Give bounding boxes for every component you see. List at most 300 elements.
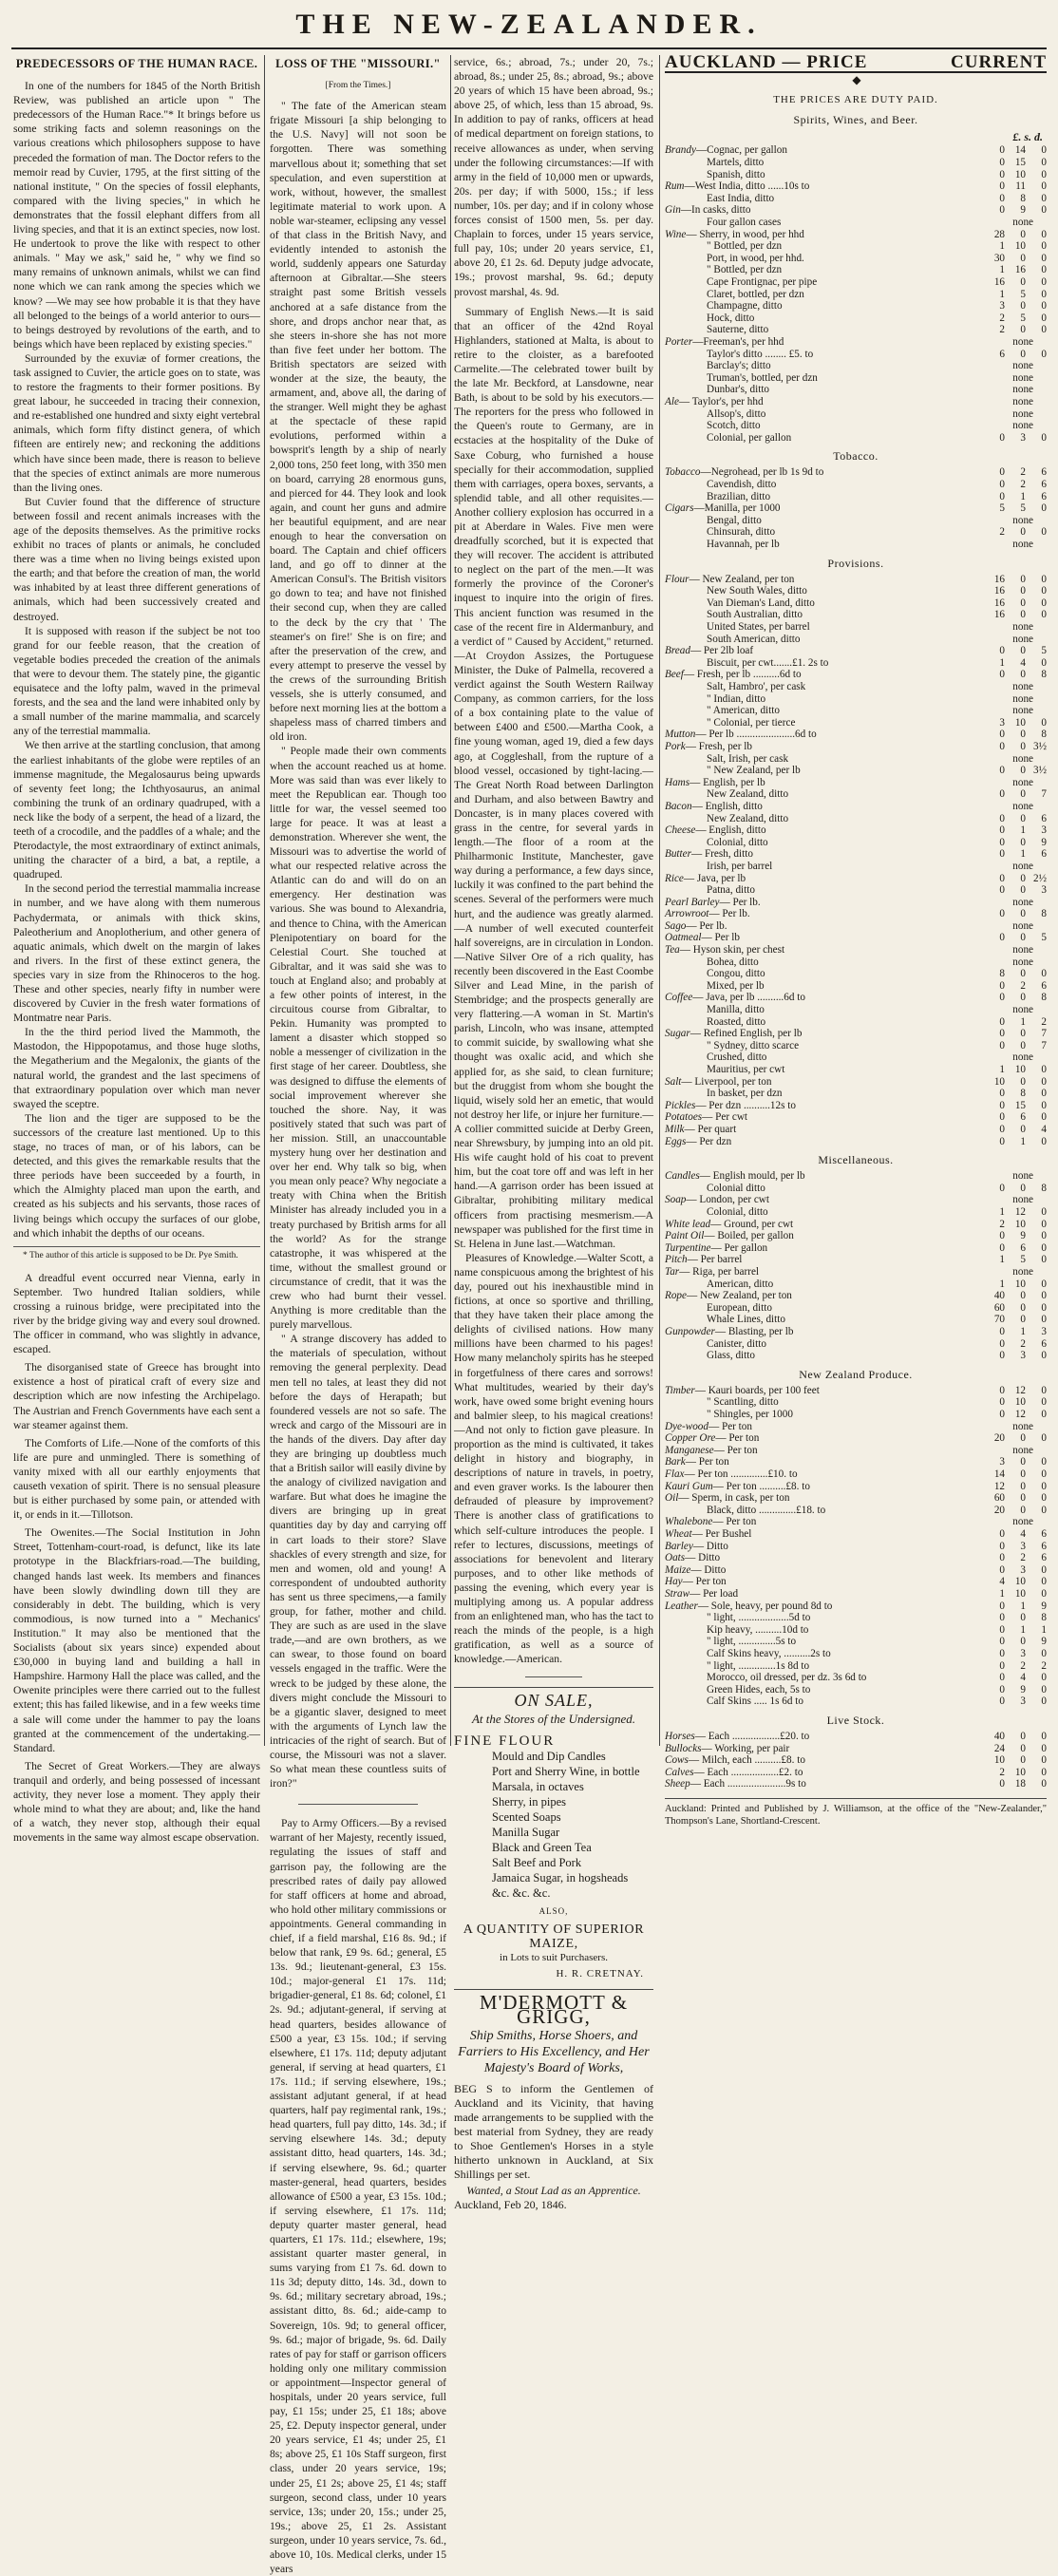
price-description: " light, ..............5s to [707,1636,797,1648]
price-pence: 0 [1041,1384,1047,1396]
firm-body: BEG S to inform the Gentlemen of Auckland and its Vicinity, that having made arrangements to be supplied with the best material from Sydney, they are ready to Shoe Gentlemen's Horses in a style hitherto unknown in Auckland, at Six Shillings per set. [454,2082,653,2182]
price-row [665,873,1047,885]
news-item: The Comforts of Life.—None of the comforts of this life are pure and unmingled. There is something of vanity mixed with all our earthly enjoyments that causeth vexation of spirit. There is no sensual pleasure but is either purchased by some pain, or attended with it, or ends in it.—Tillotson. [13,1436,260,1522]
price-row [665,634,1047,646]
price-category: Beef [665,669,684,681]
price-row [665,1040,1047,1052]
newspaper-title: THE NEW-ZEALANDER. [295,9,763,40]
price-row [665,705,1047,717]
price-category: Sago [665,919,687,932]
paragraph: Surrounded by the exuviæ of former creations, the task assigned to Cuvier, the article goes on to state, was to restore the fragments to their former positions. By great labour, he succeeded in tracing their connexion, and re-established one hundred and sixty eight vertebral animals, which form fifty distinct genera, of which fifteen are entirely new; and reckoning the additions which have since been made, there is reason to believe that the species of extinct animals are more numerous than the living ones. [13,351,260,494]
price-category: Sheep [665,1778,690,1790]
price-category: White lead [665,1218,711,1230]
price-category: Dye-wood [665,1420,708,1432]
price-pence: 0 [1041,1432,1047,1445]
price-row [665,1302,1047,1315]
price-row [665,1170,1047,1183]
price-description: Cape Frontignac, per pipe [707,276,818,288]
price-pence: 0 [1041,609,1047,621]
price-pence: 0 [1041,288,1047,300]
price-pence: 0 [1041,252,1047,264]
price-item [665,1396,984,1409]
price-description: —Negrohead, per lb 1s 9d to [700,466,824,479]
ad-item: Salt Beef and Pork [492,1855,582,1869]
price-item [665,420,984,432]
price-description: — Per load [690,1587,739,1600]
price-pounds: 0 [999,848,1005,861]
price-pence: 0 [1041,1350,1047,1362]
price-shillings: 0 [1020,1636,1026,1648]
price-row [665,1528,1047,1541]
price-pounds: 0 [999,1600,1005,1612]
price-shillings: 2 [1020,1337,1026,1350]
price-pence: 0 [1041,1135,1047,1147]
price-row [665,157,1047,169]
price-category: Bacon [665,800,692,812]
price-pence: 6 [1041,979,1047,992]
price-pence: 0 [1041,180,1047,193]
price-pence: 0 [1041,1254,1047,1266]
price-item [665,253,984,265]
price-item [665,1100,984,1112]
price-pounds: 0 [999,1552,1005,1564]
price-pence: 0 [1041,1218,1047,1230]
price-row [665,1004,1047,1016]
price-description: Mixed, per lb [707,979,765,992]
price-category: Kauri Gum [665,1480,713,1492]
price-shillings: 0 [1020,1492,1026,1505]
price-category: Pearl Barley [665,896,720,908]
price-pence: 0 [1041,1778,1047,1790]
price-category: Tar [665,1266,680,1278]
price-pence: 8 [1041,669,1047,681]
price-row [665,1088,1047,1100]
price-category: Rice [665,872,684,884]
price-pence: 0 [1041,502,1047,515]
price-pence: 0 [1041,1241,1047,1254]
paragraph: " The fate of the American steam frigate Missouri [a ship belonging to the U.S. Navy] will not soon be forgotten. There was something marvellous about it; something that set speculation, and even superstition at work, without, however, the smallest legitimate material to work upon. A noble war-steamer, eclipsing any vessel of that class in the British Navy, and evidently intended to astonish the world, suddenly appears one Saturday afternoon at Gibraltar.—She steers straight past some British vessels anchored at a safe distance from the shore, and drops anchor near that, as she steers in-shore she has not more than five feet under her bottom. The British spectators are seized with wonder at the size, the beauty, the armament, and, above all, the daring of the stranger. Well might they be aghast at the spectacle of these rapid evolutions, performed within a bowsprit's length by a ship of nearly 2,000 tons, 250 feet long, with 350 men on board, carrying 28 enormous guns, and pierced for 44. They look and look again, and count her guns and admire her beautiful equipment, and are near enough to hear the conversation on board. The Captain and chief officers land, and go off to dinner at the American Consul's. The British visitors go down to tea; and have not finished their second cup, when they are called to the deck by the cry that ' The steamer's on fire!' She is on fire; and after the preservation of the crew, and every attempt to preserve the vessel by the crews of the surrounding British vessels, she is utterly consumed, and before next morning lies at the bottom a shapeless mass of charred timbers and old iron. [270,100,446,744]
ad-item: Scented Soaps [492,1809,561,1824]
price-item [665,897,984,909]
price-pounds: 0 [999,740,1005,752]
price-none: none [1012,1516,1033,1528]
paragraph: In the second period the terrestial mammalia increase in number, and we have along with them numerous Pachydermata, or animals with thick skins, Paleotherium and Anoplotherium, and other genera of aquatic animals, which dwelt on the margin of lakes and rivers. In the first of these extinct genera, the species vary in size from the Rhinoceros to the hog. These and other species, nearly fifty in number were discovered by Cuvier in the fresh water formations of Montmatre near Paris. [13,882,260,1025]
price-description: — Java, per lb ..........6d to [692,992,805,1004]
price-pence: 9 [1041,836,1047,848]
price-row [665,741,1047,753]
price-category: Flax [665,1468,685,1480]
price-item [665,384,984,396]
price-shillings: 2 [1020,479,1026,490]
price-item [665,1088,984,1100]
price-item [665,157,984,169]
price-row [665,1183,1047,1195]
price-description: " Indian, ditto [707,692,766,705]
price-category: Cows [665,1754,689,1767]
price-shillings: 0 [1020,992,1026,1004]
price-pounds: 5 [999,502,1005,515]
price-category: Straw [665,1587,690,1600]
price-description: — Per dzn ..........12s to [695,1099,796,1111]
price-shillings: 4 [1020,1527,1026,1540]
price-pence: 0 [1041,168,1047,180]
masthead-rule [11,47,1047,49]
price-pounds: 1 [999,264,1005,276]
firm-description: Ship Smiths, Horse Shoers, and Farriers to His Excellency, and Her Majesty's Board of Works, [458,2029,650,2076]
price-description: Black, ditto ..............£18. to [707,1504,826,1516]
price-item [665,932,984,944]
price-row [665,1612,1047,1624]
price-category: Paint Oil [665,1230,705,1242]
price-pounds: 0 [999,1683,1005,1695]
price-pounds: 40 [993,1290,1005,1302]
price-description: Green Hides, each, 5s to [707,1683,811,1695]
price-description: Allsop's, ditto [707,407,766,420]
price-row [665,1778,1047,1790]
price-row [665,693,1047,706]
price-item [665,1266,984,1279]
price-row [665,1028,1047,1040]
price-category: Gin [665,204,681,217]
price-shillings: 2 [1020,466,1026,479]
price-none: none [1012,919,1033,932]
price-category: Rope [665,1290,687,1302]
paragraph: It is supposed with reason if the subject be not too grand for our feeble reason, that the creation of vegetable bodies preceded the creation of the animals that were to devour them. The stately pine, the gigantic equisatece and the lofty palm, waved in the primeval forests, and the sea and the land were inhabited only by a small number of the marine mammalia, and scarcely any of the terrestial mammalia. [13,624,260,738]
price-item [665,1326,984,1338]
price-pounds: 0 [999,1325,1005,1337]
price-description: New South Wales, ditto [707,585,807,597]
price-item [665,1552,984,1564]
price-description: Canister, ditto [707,1337,766,1350]
price-item [665,1124,984,1136]
price-item [665,944,984,957]
price-table [665,1385,1047,1708]
price-description: — Per lb. [708,908,750,920]
price-item [665,861,984,873]
price-none: none [1012,705,1033,717]
price-pounds: 0 [999,1647,1005,1659]
price-row [665,669,1047,681]
price-pounds: 0 [999,1241,1005,1254]
price-item [665,741,984,753]
price-description: — English mould, per lb [699,1170,805,1183]
price-row [665,264,1047,276]
price-pence: 0 [1041,1111,1047,1124]
price-item [665,1588,984,1601]
price-table [665,144,1047,444]
price-shillings: 5 [1020,312,1026,324]
price-item [665,1004,984,1016]
price-pounds: 4 [999,1576,1005,1588]
price-item [665,717,984,729]
price-pounds: 28 [993,228,1005,240]
price-description: — Per lb ......................6d to [695,729,817,741]
price-item [665,1778,984,1790]
price-row [665,324,1047,336]
price-shillings: 0 [1020,1290,1026,1302]
price-description: — Kauri boards, per 100 feet [694,1384,820,1396]
price-item [665,491,984,503]
price-pence: 0 [1041,144,1047,157]
ad-item: Marsala, in octaves [492,1779,584,1793]
price-pence: 0 [1041,157,1047,169]
price-pounds: 20 [993,1504,1005,1516]
price-row [665,1767,1047,1779]
price-pounds: 1 [999,1278,1005,1290]
price-section-heading: New Zealand Produce. [799,1367,913,1381]
price-item [665,597,984,610]
price-shillings: 2 [1020,979,1026,992]
price-item [665,801,984,813]
price-item [665,539,984,551]
price-shillings: 0 [1020,872,1026,884]
price-pounds: 1 [999,1064,1005,1075]
price-shillings: 3 [1020,431,1026,444]
price-row [665,313,1047,325]
price-category: Oil [665,1492,679,1505]
price-description: Crushed, ditto [707,1051,767,1064]
price-category: Bark [665,1456,686,1468]
price-pence: 0 [1041,1314,1047,1326]
price-pence: 0 [1041,1088,1047,1100]
price-category: Manganese [665,1444,714,1456]
price-description: — Per ton [715,1432,760,1445]
price-pence: 8 [1041,908,1047,920]
price-shillings: 0 [1020,645,1026,657]
price-row [665,621,1047,634]
price-item [665,1445,984,1457]
column-4-price-current [665,52,1047,1827]
price-item [665,313,984,325]
price-row [665,957,1047,969]
price-pounds: 1 [999,240,1005,253]
price-category: Butter [665,848,691,861]
price-pence: 3½ [1033,765,1047,777]
price-pence: 0 [1041,968,1047,980]
price-category: Wine [665,228,687,240]
price-row [665,1516,1047,1528]
price-none: none [1012,621,1033,634]
price-section-heading: Spirits, Wines, and Beer. [793,113,918,127]
price-row [665,1492,1047,1505]
price-shillings: 0 [1020,1754,1026,1767]
price-none: none [1012,752,1033,765]
article-source: [From the Times.] [325,81,391,91]
price-item [665,180,984,193]
price-description: Hock, ditto [707,312,755,324]
price-pounds: 0 [999,1540,1005,1552]
price-shillings: 3 [1020,1350,1026,1362]
price-table [665,1170,1047,1362]
firm-date: Auckland, Feb 20, 1846. [454,2198,567,2212]
price-shillings: 9 [1020,1683,1026,1695]
ad-rule [454,1989,653,1990]
price-shillings: 1 [1020,1135,1026,1147]
price-description: — Per lb [701,932,740,944]
price-pence: 0 [1041,1301,1047,1314]
price-item [665,1743,984,1755]
ad-item: Port and Sherry Wine, in bottle [492,1764,640,1778]
price-category: Milk [665,1123,685,1135]
price-item [665,193,984,205]
price-pounds: 40 [993,1730,1005,1742]
price-pence: 0 [1041,1754,1047,1767]
pleasures-article: Pleasures of Knowledge.—Walter Scott, a name conspicuous among the brightest of his day, poured out his inexhaustible mind in fictions, at once so sportive and thrilling, that they have taken their place among the delights of civilised nations. How many millions have been charmed to his pages! How many melancholy spirits has he steeped in forgetfulness of there cares and sorrows! What multitudes, wearied by their day's work, have owed some bright evening hours and balmier sleep, to his magical creations!—And not only to fiction gave pleasure. In proportion as the mind is cultivated, it takes delight in history and biography, in descriptions of nature in travels, in poetry, and even graver works. Is the labourer then defrauded of pleasure by improvement? There is another class of gratifications to which self-culture introduces the people. I refer to lectures, discussions, meetings of associations for benevolent and literary purposes, and to other like methods of passing the evening, which every year is multiplying among us. A popular address from an enlightened man, who has the tact to reach the minds of the people, is a high gratification, as well as a source of knowledge.—American. [454,1251,653,1666]
price-row [665,193,1047,205]
price-shillings: 0 [1020,324,1026,336]
price-row [665,144,1047,157]
price-description: — Liverpool, per ton [681,1075,772,1088]
price-description: " Scantling, ditto [707,1396,779,1409]
price-item [665,372,984,385]
price-description: — Ditto [690,1563,727,1576]
price-shillings: 12 [1014,1384,1026,1396]
price-pounds: 0 [999,1623,1005,1636]
price-description: Claret, bottled, per dzn [707,288,804,300]
price-pounds: 0 [999,168,1005,180]
price-row [665,502,1047,515]
price-shillings: 0 [1020,1730,1026,1742]
price-row [665,645,1047,657]
price-description: — Working, per pair [701,1742,790,1754]
price-row [665,372,1047,385]
price-description: Whale Lines, ditto [707,1314,785,1326]
price-row [665,1624,1047,1637]
price-shillings: 0 [1020,1039,1026,1051]
price-pounds: 0 [999,466,1005,479]
price-row [665,788,1047,801]
price-item [665,1194,984,1206]
price-shillings: 0 [1020,573,1026,585]
price-row [665,349,1047,361]
price-pence: 0 [1041,1672,1047,1684]
price-pence: 2 [1041,1659,1047,1672]
price-pounds: 0 [999,180,1005,193]
price-row [665,229,1047,241]
price-item [665,1136,984,1148]
ad-title: ON SALE, [514,1690,594,1710]
price-shillings: 10 [1014,1218,1026,1230]
price-item [665,693,984,706]
price-description: — Per cwt [702,1111,748,1124]
price-shillings: 0 [1020,1468,1026,1480]
column-divider [450,55,451,1746]
price-row [665,1695,1047,1708]
price-none: none [1012,1194,1033,1206]
price-item [665,729,984,741]
price-row [665,336,1047,349]
price-pounds: 2 [999,312,1005,324]
price-item [665,1206,984,1219]
price-none: none [1012,896,1033,908]
price-item [665,1076,984,1089]
price-description: Spanish, ditto [707,168,765,180]
price-row [665,1076,1047,1089]
price-row [665,1124,1047,1136]
price-shillings: 0 [1020,729,1026,741]
news-items [13,1271,260,1846]
price-pence: 0 [1041,1409,1047,1421]
price-pence: 6 [1041,466,1047,479]
price-pounds: 20 [993,1432,1005,1445]
price-description: Kip heavy, ..........10d to [707,1623,809,1636]
price-description: Havannah, per lb [707,538,780,550]
price-row [665,180,1047,193]
price-shillings: 1 [1020,1325,1026,1337]
price-shillings: 0 [1020,968,1026,980]
price-category: Whalebone [665,1516,713,1528]
price-pence: 3 [1041,1325,1047,1337]
price-shillings: 12 [1014,1206,1026,1219]
price-pounds: 2 [999,324,1005,336]
price-item [665,1481,984,1493]
ad-item: Sherry, in pipes [492,1794,566,1809]
price-row [665,240,1047,253]
price-description: Barclay's; ditto [707,360,771,372]
price-shillings: 15 [1014,1099,1026,1111]
price-shillings: 3 [1020,1647,1026,1659]
price-shillings: 0 [1020,526,1026,539]
price-description: — English, per lb [690,776,765,788]
price-item [665,1695,984,1708]
price-none: none [1012,420,1033,432]
price-pence: 0 [1041,716,1047,729]
price-pounds: 0 [999,729,1005,741]
price-shillings: 0 [1020,1028,1026,1040]
price-pounds: 0 [999,908,1005,920]
price-row [665,1219,1047,1231]
price-pounds: 3 [999,716,1005,729]
price-pence: 0 [1041,431,1047,444]
price-shillings: 0 [1020,1075,1026,1088]
price-pounds: 1 [999,1587,1005,1600]
price-row [665,1266,1047,1279]
on-sale-advert [454,1690,653,1982]
price-category: Cheese [665,824,696,837]
price-pence: 8 [1041,1612,1047,1624]
price-item [665,1516,984,1528]
article-body [270,99,446,1790]
price-pence: 0 [1041,204,1047,217]
price-description: In basket, per dzn [707,1088,783,1100]
price-description: Salt, Hambro', per cask [707,681,806,692]
price-shillings: 0 [1020,1504,1026,1516]
price-shillings: 6 [1020,1111,1026,1124]
article-heading: LOSS OF THE "MISSOURI." [275,57,441,70]
price-pounds: 0 [999,1088,1005,1100]
price-pence: 0 [1041,1492,1047,1505]
price-none: none [1012,335,1033,348]
price-row [665,253,1047,265]
price-pence: 0 [1041,1742,1047,1754]
price-row [665,1552,1047,1564]
price-row [665,1385,1047,1397]
price-item [665,1492,984,1505]
price-description: — Fresh, per lb ..........6d to [683,669,802,681]
price-row [665,1505,1047,1517]
price-pence: 0 [1041,1647,1047,1659]
price-item [665,1314,984,1326]
price-pence: 6 [1041,1540,1047,1552]
price-shillings: 0 [1020,908,1026,920]
separator [525,1676,582,1677]
price-pounds: 0 [999,645,1005,657]
price-shillings: 1 [1020,824,1026,837]
price-shillings: 12 [1014,1409,1026,1421]
price-row [665,300,1047,313]
price-pounds: 0 [999,1695,1005,1708]
price-row [665,420,1047,432]
